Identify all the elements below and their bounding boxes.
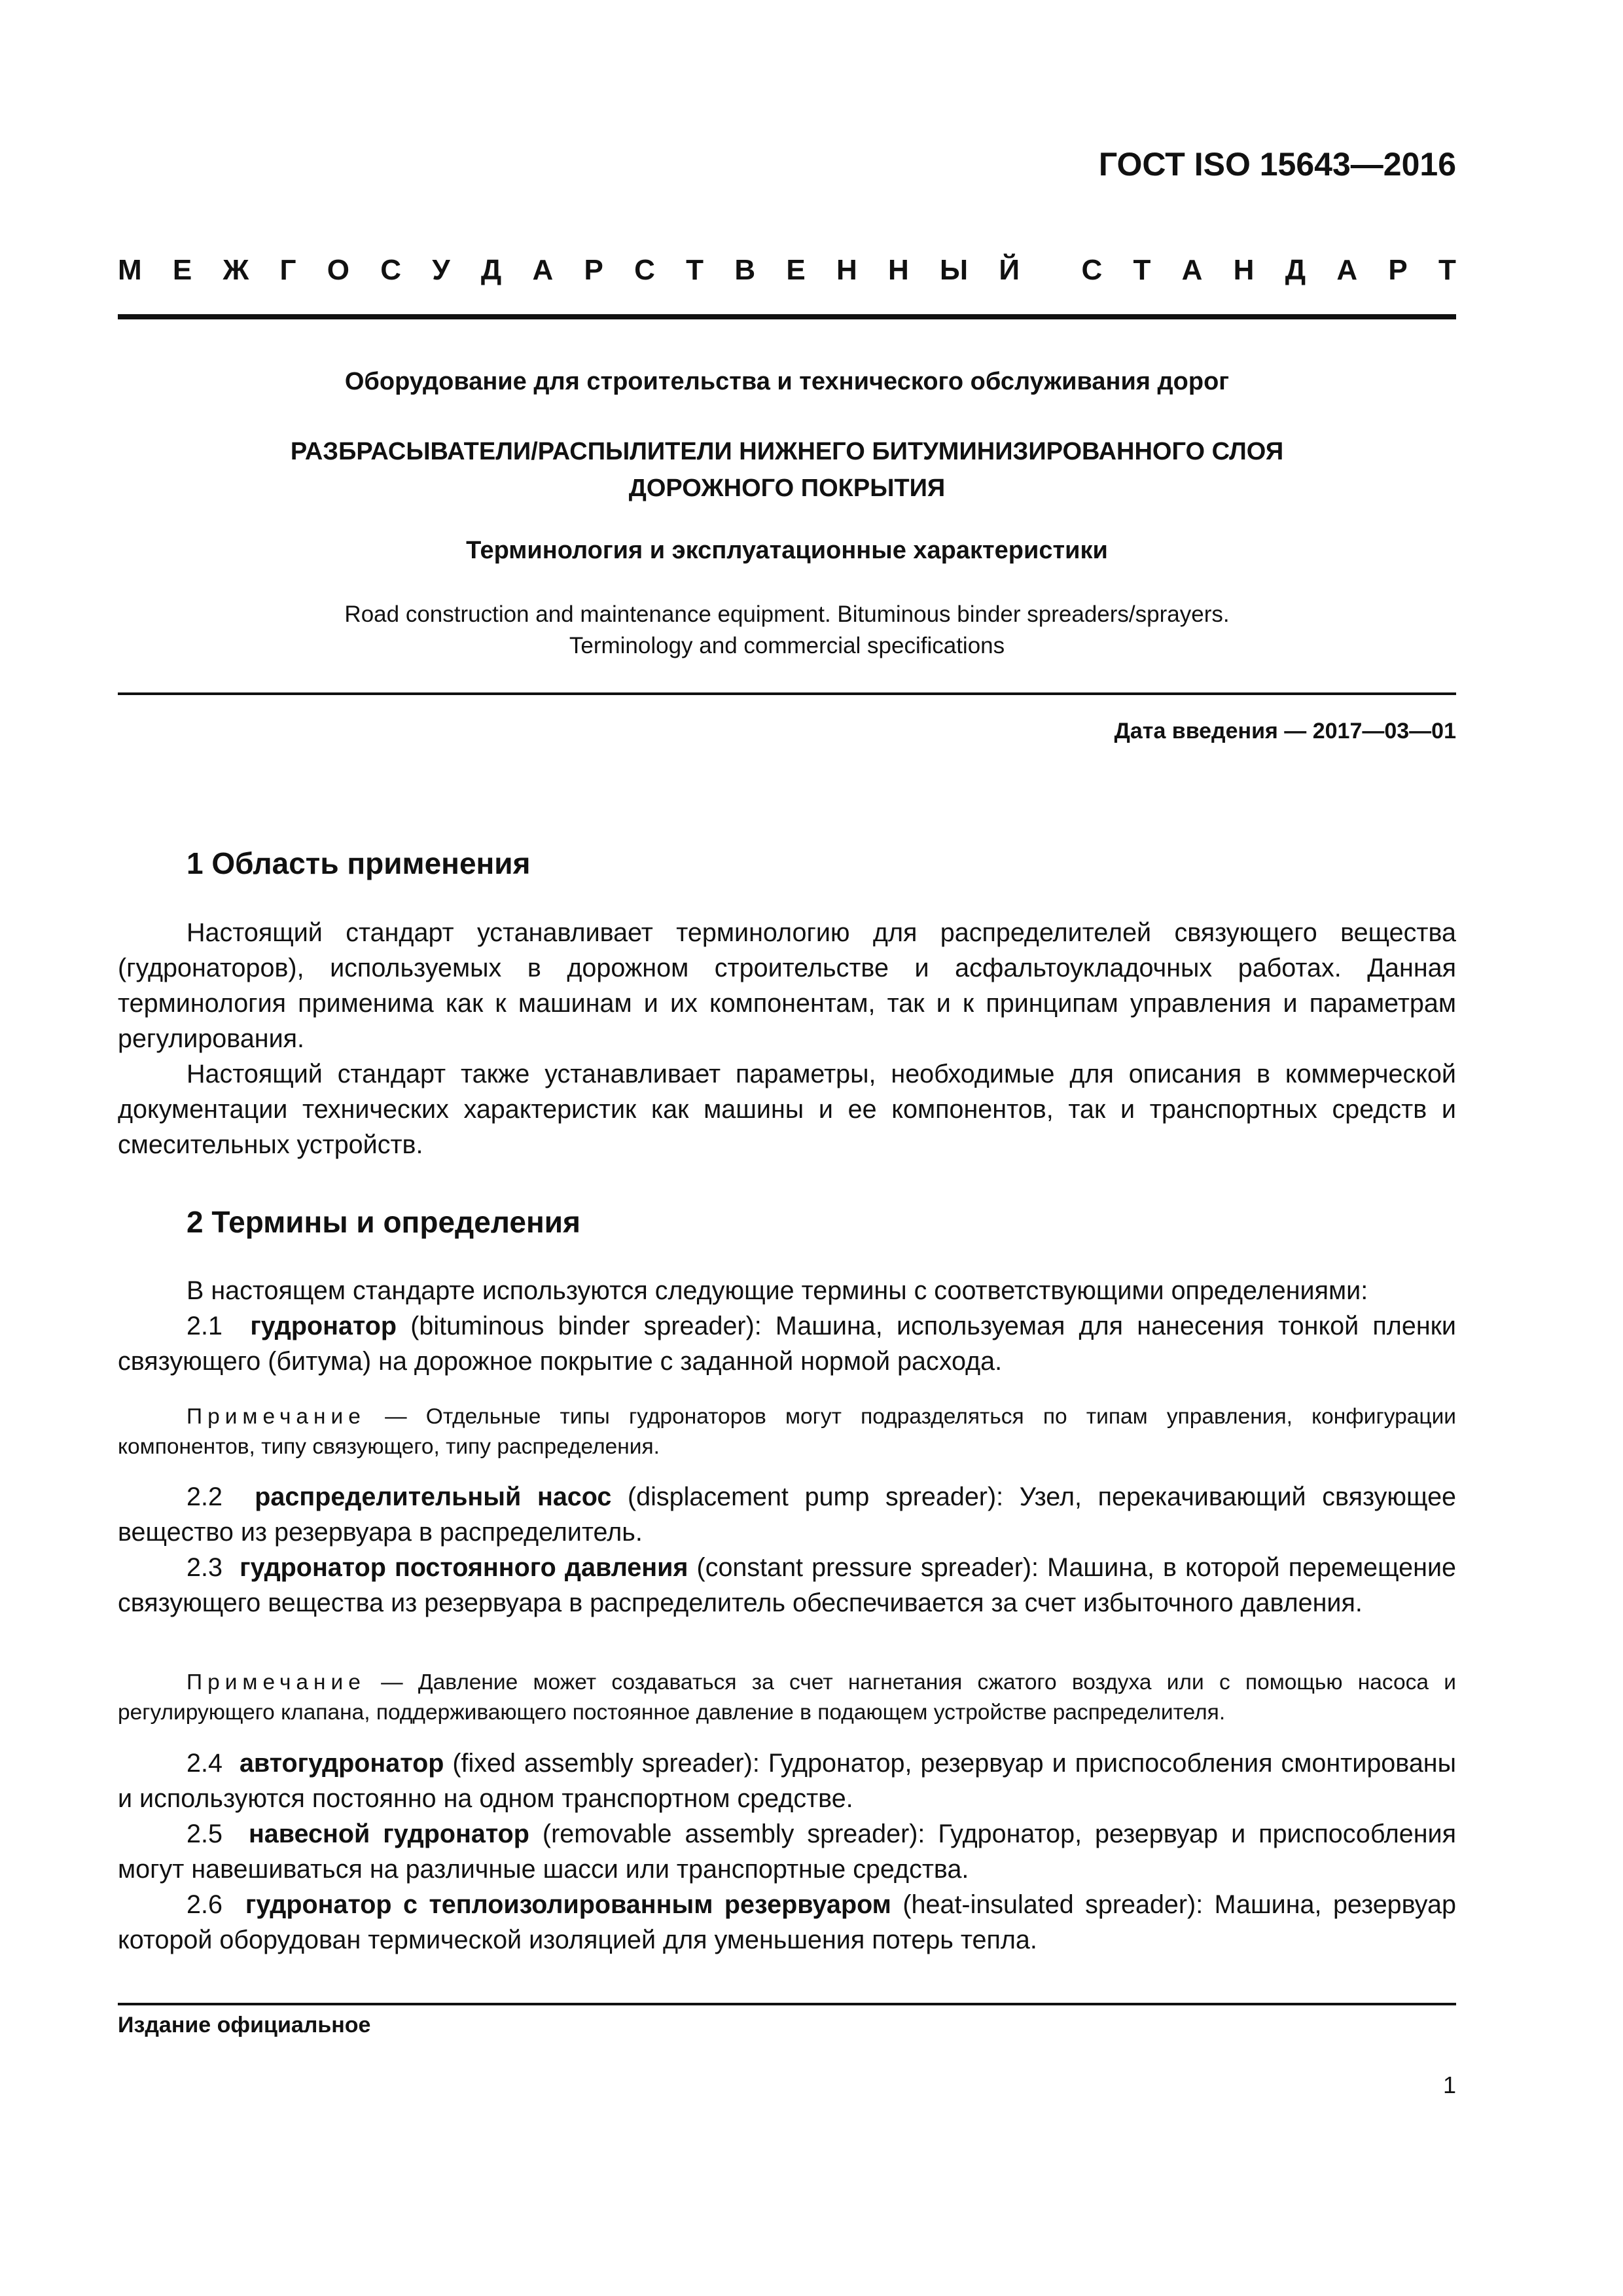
title-letter: Т (686, 254, 704, 286)
title-letter: Й (999, 254, 1020, 286)
title-letter: А (1336, 254, 1358, 286)
title-letter: Д (480, 254, 502, 286)
title-letter: Г (279, 254, 296, 286)
title-letter: Е (172, 254, 192, 286)
subtitle: Терминология и эксплуатационные характеристики (466, 537, 1108, 564)
term-entry (118, 1746, 1456, 1816)
title-letter: Р (1388, 254, 1408, 286)
footer-divider (118, 2003, 1456, 2005)
note (118, 1668, 1456, 1728)
section-1-body (118, 915, 1456, 1162)
term-entry (118, 1308, 1456, 1379)
english-title (118, 599, 1456, 662)
term-definition: (bituminous binder spreader): Машина, используемая для нанесения тонкой пленки связующего (битума) на дорожное покрытие с заданной нормой расхода. (118, 1312, 1456, 1376)
section-1-heading: 1 Область применения (187, 846, 531, 880)
note-block (118, 1402, 1456, 1462)
title-divider (118, 692, 1456, 695)
english-title-line1: Road construction and maintenance equipment. Bituminous binder spreaders/sprayers. (344, 601, 1230, 627)
section-1-paragraph: Настоящий стандарт устанавливает терминологию для распределителей связующего вещества (гудронаторов), используемых в дорожном строительстве и асфальтоукладочных работах. Данная терминология применима как к машинам и их компонентам, так и к принципам управления и параметрам регулирования. (118, 918, 1456, 1053)
term-definition: (heat-insulated spreader): Машина, резервуар которой оборудован термической изоляцией для уменьшения потерь тепла. (118, 1890, 1456, 1954)
header-divider (118, 314, 1456, 319)
main-title (118, 433, 1456, 507)
title-letter: Н (887, 254, 909, 286)
section-2-intro-block (118, 1273, 1456, 1379)
term-definition: (constant pressure spreader): Машина, в которой перемещение связующего вещества из резервуара в распределитель обеспечивается за счет избыточного давления. (118, 1553, 1456, 1617)
term-name: гудронатор с теплоизолированным резервуаром (245, 1890, 891, 1919)
main-title-line1: РАЗБРАСЫВАТЕЛИ/РАСПЫЛИТЕЛИ НИЖНЕГО БИТУМИНИЗИРОВАННОГО СЛОЯ (290, 438, 1284, 465)
document-number: ГОСТ ISO 15643—2016 (1098, 146, 1456, 183)
title-letter: Р (584, 254, 603, 286)
title-letter: Е (786, 254, 806, 286)
term-number: 2.6 (187, 1890, 223, 1919)
title-letter: У (432, 254, 450, 286)
term-definition: (removable assembly spreader): Гудронатор, резервуар и приспособления могут навешиваться на различные шасси или транспортные средства. (118, 1820, 1457, 1884)
note (118, 1402, 1456, 1462)
page-number: 1 (1442, 2072, 1456, 2098)
title-letter: Ж (223, 254, 249, 286)
term-entry (118, 1550, 1456, 1621)
introduction-date: Дата введения — 2017—03—01 (1114, 719, 1456, 744)
term-name: гудронатор постоянного давления (240, 1553, 688, 1582)
note-text: — Отдельные типы гудронаторов могут подразделяться по типам управления, конфигурации компонентов, типу связующего, типу распределения. (118, 1405, 1456, 1459)
term-entry (118, 1816, 1456, 1887)
terms-block-2 (118, 1479, 1456, 1621)
title-letter: Н (836, 254, 857, 286)
title-letter: Ы (940, 254, 969, 286)
title-letter: С (634, 254, 655, 286)
term-entry (118, 1887, 1456, 1958)
terms-block-3 (118, 1746, 1456, 1958)
title-letter: Т (1438, 254, 1456, 286)
note-text: — Давление может создаваться за счет нагнетания сжатого воздуха или с помощью насоса и регулирующего клапана, поддерживающего постоянное давление в подающем устройстве распределителя. (118, 1670, 1456, 1725)
title-letter: А (532, 254, 554, 286)
section-2-intro: В настоящем стандарте используются следующие термины с соответствующими определениями: (187, 1276, 1368, 1305)
note-label: Примечание (187, 1405, 366, 1429)
title-letter: С (380, 254, 402, 286)
term-name: навесной гудронатор (248, 1820, 529, 1848)
term-entry (118, 1479, 1456, 1550)
section-1-paragraph: Настоящий стандарт также устанавливает параметры, необходимые для описания в коммерческой документации технических характеристик как машины и ее компонентов, так и транспортных средств и смесительных устройств. (118, 1060, 1456, 1159)
note-block (118, 1668, 1456, 1728)
title-letter: Т (1133, 254, 1151, 286)
edition-label: Издание официальное (118, 2013, 371, 2037)
term-name: гудронатор (250, 1312, 397, 1340)
standard-type-title (118, 254, 1456, 287)
title-letter: О (327, 254, 349, 286)
title-letter: А (1181, 254, 1203, 286)
section-2-heading: 2 Термины и определения (187, 1205, 580, 1239)
title-letter: Н (1233, 254, 1255, 286)
note-label: Примечание (187, 1670, 366, 1695)
term-number: 2.4 (187, 1749, 223, 1778)
term-number: 2.2 (187, 1482, 223, 1511)
term-number: 2.1 (187, 1312, 223, 1340)
title-letter: В (734, 254, 756, 286)
english-title-line2: Terminology and commercial specifications (569, 633, 1005, 658)
term-name: распределительный насос (255, 1482, 612, 1511)
main-title-line2: ДОРОЖНОГО ПОКРЫТИЯ (628, 475, 946, 502)
subject-title: Оборудование для строительства и технического обслуживания дорог (344, 368, 1230, 395)
title-letter: С (1081, 254, 1103, 286)
term-number: 2.3 (187, 1553, 223, 1582)
title-letter: Д (1285, 254, 1306, 286)
title-letter: М (118, 254, 142, 286)
term-definition: (displacement pump spreader): Узел, перекачивающий связующее вещество из резервуара в распределитель. (118, 1482, 1456, 1547)
term-number: 2.5 (187, 1820, 223, 1848)
term-definition: (fixed assembly spreader): Гудронатор, резервуар и приспособления смонтированы и используются постоянно на одном транспортном средстве. (118, 1749, 1456, 1813)
term-name: автогудронатор (239, 1749, 444, 1778)
